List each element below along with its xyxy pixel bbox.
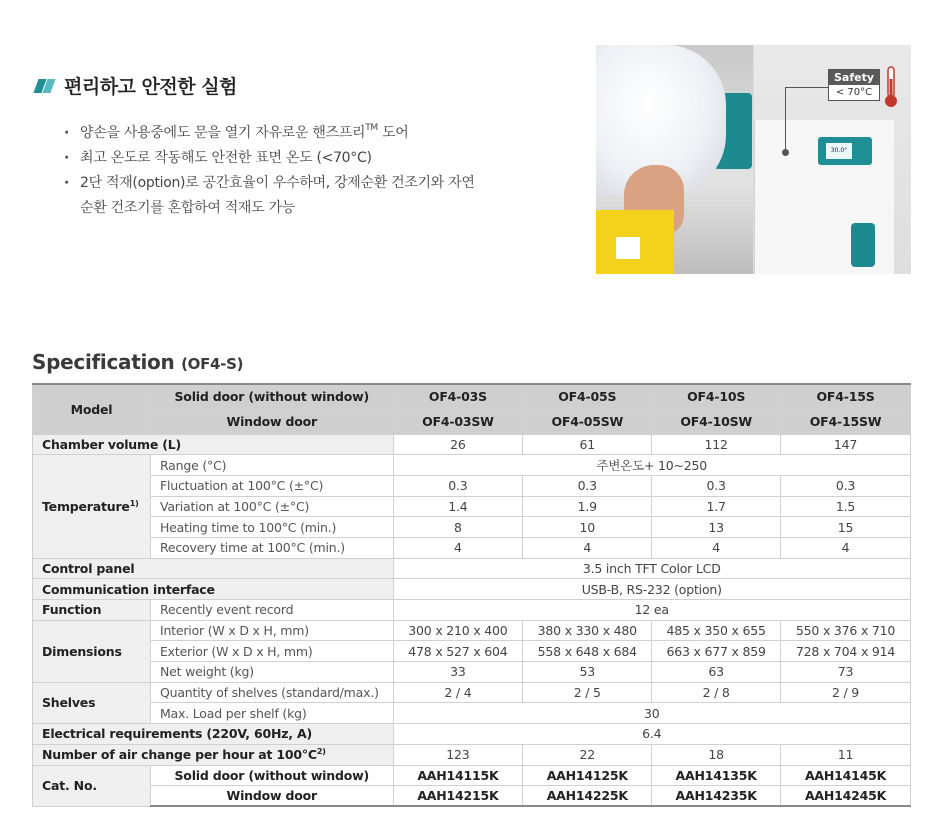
container-label (616, 237, 640, 259)
door-handle-right (851, 223, 875, 267)
row-label: Chamber volume (L) (33, 434, 394, 455)
feature-bullet: · 양손을 사용중에도 문을 열기 자유로운 핸즈프리™ 도어 (64, 121, 574, 146)
table-cell: 0.3 (652, 475, 781, 496)
table-row (33, 765, 911, 786)
row-sublabel: Heating time to 100°C (min.) (150, 517, 393, 538)
row-label: Number of air change per hour at $100^\circ C^{2)}$ (33, 744, 394, 765)
product-photo (596, 45, 911, 274)
table-cell: 22 (523, 744, 652, 765)
table-row (33, 703, 911, 724)
table-cell: 73 (781, 662, 911, 683)
table-row (33, 724, 911, 745)
table-cell: 478 x 527 x 604 (393, 641, 523, 662)
table-cell: 1.4 (393, 496, 523, 517)
table-cell: 485 x 350 x 655 (652, 620, 781, 641)
table-cell: AAH14245K (781, 786, 911, 807)
table-cell: 10 (523, 517, 652, 538)
table-cell: 26 (393, 434, 523, 455)
table-cell: 8 (393, 517, 523, 538)
table-cell: 550 x 376 x 710 (781, 620, 911, 641)
row-sublabel: Range (°C) (150, 455, 393, 476)
table-cell: 380 x 330 x 480 (523, 620, 652, 641)
row-label: Electrical requirements (220V, 60Hz, A) (33, 724, 394, 745)
table-row (33, 537, 911, 558)
table-cell: 4 (652, 537, 781, 558)
row-sublabel: Fluctuation at 100°C (±°C) (150, 475, 393, 496)
model-header: Model (33, 384, 151, 434)
feature-section (34, 72, 574, 221)
feature-bullet: · 최고 온도로 작동해도 안전한 표면 온도 (<70°C) (64, 146, 574, 171)
window-door-header: Window door (150, 409, 393, 434)
table-cell: AAH14115K (393, 765, 523, 786)
callout-line (785, 87, 829, 88)
table-cell: 18 (652, 744, 781, 765)
table-cell: 4 (523, 537, 652, 558)
table-row (33, 682, 911, 703)
table-cell: 2 / 4 (393, 682, 523, 703)
table-cell: AAH14125K (523, 765, 652, 786)
row-sublabel: Max. Load per shelf (kg) (150, 703, 393, 724)
table-row (33, 786, 911, 807)
table-row (33, 558, 911, 579)
table-cell: 0.3 (781, 475, 911, 496)
row-label: Control panel (33, 558, 394, 579)
table-cell: 3.5 inch TFT Color LCD (393, 558, 911, 579)
table-cell: 0.3 (523, 475, 652, 496)
model-cell: OF4-10S (652, 384, 781, 409)
table-cell: 2 / 5 (523, 682, 652, 703)
table-cell: 112 (652, 434, 781, 455)
spec-title: Specification (OF4-S) (32, 350, 244, 374)
table-cell: 0.3 (393, 475, 523, 496)
table-row (33, 434, 911, 455)
table-cell: 147 (781, 434, 911, 455)
table-cell: 53 (523, 662, 652, 683)
spec-table (32, 383, 911, 807)
table-cell: 1.7 (652, 496, 781, 517)
table-cell: AAH14225K (523, 786, 652, 807)
panel-display: 30.0° (826, 143, 852, 159)
model-cell: OF4-05SW (523, 409, 652, 434)
model-cell: OF4-15S (781, 384, 911, 409)
table-cell: AAH14135K (652, 765, 781, 786)
row-sublabel: Variation at 100°C (±°C) (150, 496, 393, 517)
table-row (33, 496, 911, 517)
model-cell: OF4-05S (523, 384, 652, 409)
solid-door-header: Solid door (without window) (150, 384, 393, 409)
feature-bullets (64, 121, 574, 221)
feature-title: 편리하고 안전한 실험 (64, 76, 237, 98)
model-cell: OF4-15SW (781, 409, 911, 434)
table-cell: 123 (393, 744, 523, 765)
safety-value: < 70°C (835, 87, 873, 98)
row-label: Dimensions (33, 620, 151, 682)
row-sublabel: Quantity of shelves (standard/max.) (150, 682, 393, 703)
safety-label: Safety (829, 70, 879, 85)
table-row (33, 579, 911, 600)
table-row (33, 455, 911, 476)
table-cell: 12 ea (393, 600, 911, 621)
table-cell: 663 x 677 x 859 (652, 641, 781, 662)
row-sublabel: Recently event record (150, 600, 393, 621)
table-cell: 1.9 (523, 496, 652, 517)
table-cell: 13 (652, 517, 781, 538)
table-cell: 61 (523, 434, 652, 455)
table-row (33, 384, 911, 409)
table-cell: 2 / 8 (652, 682, 781, 703)
table-row (33, 600, 911, 621)
callout-line (785, 87, 786, 151)
model-cell: OF4-10SW (652, 409, 781, 434)
table-cell: 30 (393, 703, 911, 724)
row-label: Function (33, 600, 151, 621)
row-label: Temperature$^{1)}$ (33, 455, 151, 558)
row-label: Shelves (33, 682, 151, 723)
table-row (33, 409, 911, 434)
table-cell: USB-B, RS-232 (option) (393, 579, 911, 600)
table-cell: 6.4 (393, 724, 911, 745)
table-cell: 33 (393, 662, 523, 683)
table-row (33, 641, 911, 662)
thermometer-icon (884, 65, 898, 109)
table-row (33, 662, 911, 683)
row-label: Communication interface (33, 579, 394, 600)
brand-mark-icon (34, 79, 54, 93)
table-cell: 63 (652, 662, 781, 683)
table-cell: 300 x 210 x 400 (393, 620, 523, 641)
table-cell: 11 (781, 744, 911, 765)
table-cell: AAH14215K (393, 786, 523, 807)
model-cell: OF4-03S (393, 384, 523, 409)
table-cell: 4 (393, 537, 523, 558)
model-cell: OF4-03SW (393, 409, 523, 434)
table-cell: AAH14235K (652, 786, 781, 807)
table-cell: 2 / 9 (781, 682, 911, 703)
row-sublabel: Interior (W x D x H, mm) (150, 620, 393, 641)
table-row (33, 744, 911, 765)
row-sublabel: Net weight (kg) (150, 662, 393, 683)
row-sublabel: Solid door (without window) (150, 765, 393, 786)
feature-bullet: · 2단 적재(option)로 공간효율이 우수하며, 강제순환 건조기와 자연순환 건조기를 혼합하여 적재도 가능 (64, 171, 484, 221)
safety-callout (828, 69, 880, 101)
feature-header (34, 72, 574, 99)
row-label: Cat. No. (33, 765, 151, 806)
table-cell: 주변온도+ 10~250 (393, 455, 911, 476)
table-cell: 1.5 (781, 496, 911, 517)
row-sublabel: Recovery time at 100°C (min.) (150, 537, 393, 558)
row-sublabel: Window door (150, 786, 393, 807)
callout-dot (782, 149, 789, 156)
row-sublabel: Exterior (W x D x H, mm) (150, 641, 393, 662)
table-cell: 15 (781, 517, 911, 538)
table-cell: AAH14145K (781, 765, 911, 786)
table-cell: 558 x 648 x 684 (523, 641, 652, 662)
table-cell: 728 x 704 x 914 (781, 641, 911, 662)
table-row (33, 620, 911, 641)
table-row (33, 517, 911, 538)
table-row (33, 475, 911, 496)
table-cell: 4 (781, 537, 911, 558)
